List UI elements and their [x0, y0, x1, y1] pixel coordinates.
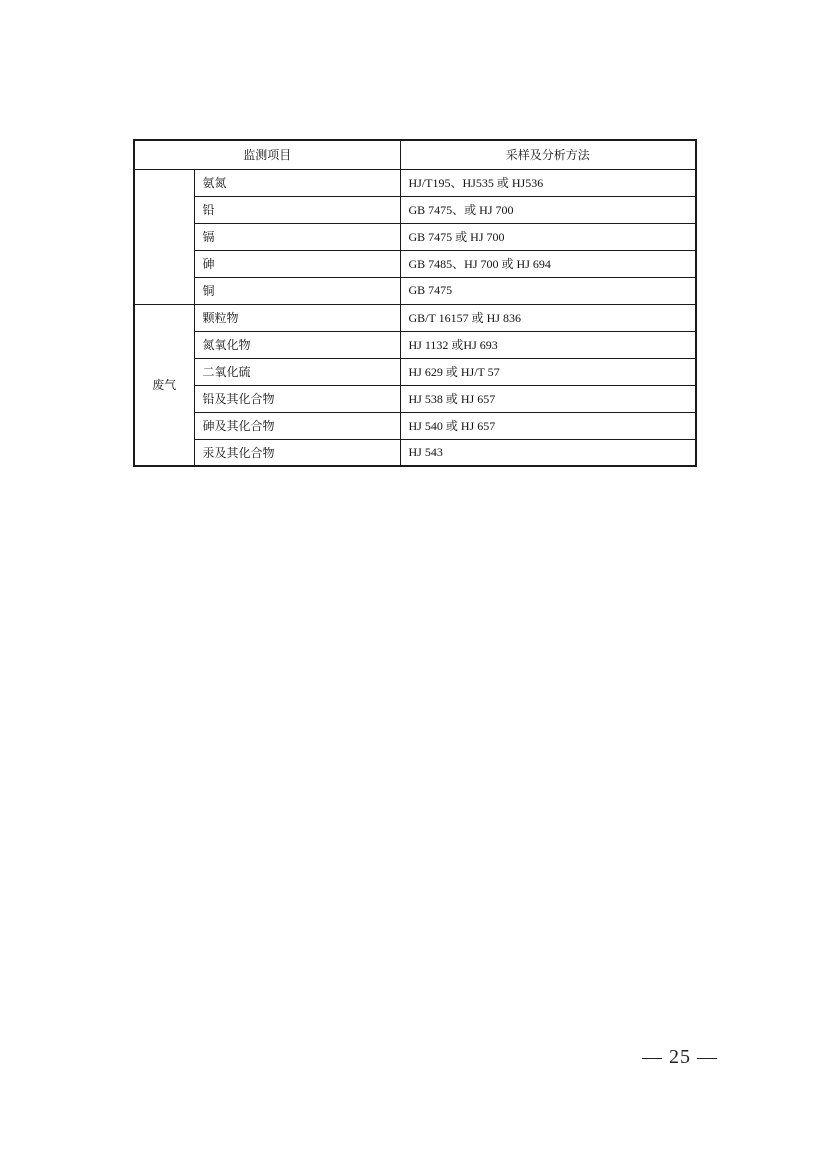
method-cell: HJ 1132 或HJ 693 — [400, 331, 696, 358]
item-cell: 铅及其化合物 — [194, 385, 400, 412]
method-cell: GB/T 16157 或 HJ 836 — [400, 304, 696, 331]
table-row — [134, 358, 696, 385]
table-header-row — [134, 140, 696, 169]
table-row — [134, 277, 696, 304]
table-row — [134, 250, 696, 277]
method-cell: GB 7475、或 HJ 700 — [400, 196, 696, 223]
table-row — [134, 385, 696, 412]
method-cell: GB 7475 — [400, 277, 696, 304]
table-row — [134, 196, 696, 223]
table-row — [134, 439, 696, 466]
item-cell: 镉 — [194, 223, 400, 250]
monitoring-methods-table — [133, 139, 697, 467]
item-cell: 砷及其化合物 — [194, 412, 400, 439]
category-cell — [134, 169, 194, 304]
method-cell: HJ 629 或 HJ/T 57 — [400, 358, 696, 385]
method-cell: HJ 543 — [400, 439, 696, 466]
header-sampling-method: 采样及分析方法 — [400, 140, 696, 169]
table-row — [134, 169, 696, 196]
page-number: — 25 — — [642, 1046, 718, 1068]
header-monitoring-item: 监测项目 — [134, 140, 400, 169]
table-row — [134, 223, 696, 250]
table-row — [134, 331, 696, 358]
method-cell: HJ 538 或 HJ 657 — [400, 385, 696, 412]
method-cell: GB 7485、HJ 700 或 HJ 694 — [400, 250, 696, 277]
category-cell: 废气 — [134, 304, 194, 466]
method-cell: HJ/T195、HJ535 或 HJ536 — [400, 169, 696, 196]
item-cell: 铜 — [194, 277, 400, 304]
item-cell: 氮氧化物 — [194, 331, 400, 358]
table-row — [134, 304, 696, 331]
method-cell: HJ 540 或 HJ 657 — [400, 412, 696, 439]
item-cell: 砷 — [194, 250, 400, 277]
item-cell: 颗粒物 — [194, 304, 400, 331]
item-cell: 二氧化硫 — [194, 358, 400, 385]
method-cell: GB 7475 或 HJ 700 — [400, 223, 696, 250]
item-cell: 铅 — [194, 196, 400, 223]
table-row — [134, 412, 696, 439]
item-cell: 氨氮 — [194, 169, 400, 196]
item-cell: 汞及其化合物 — [194, 439, 400, 466]
